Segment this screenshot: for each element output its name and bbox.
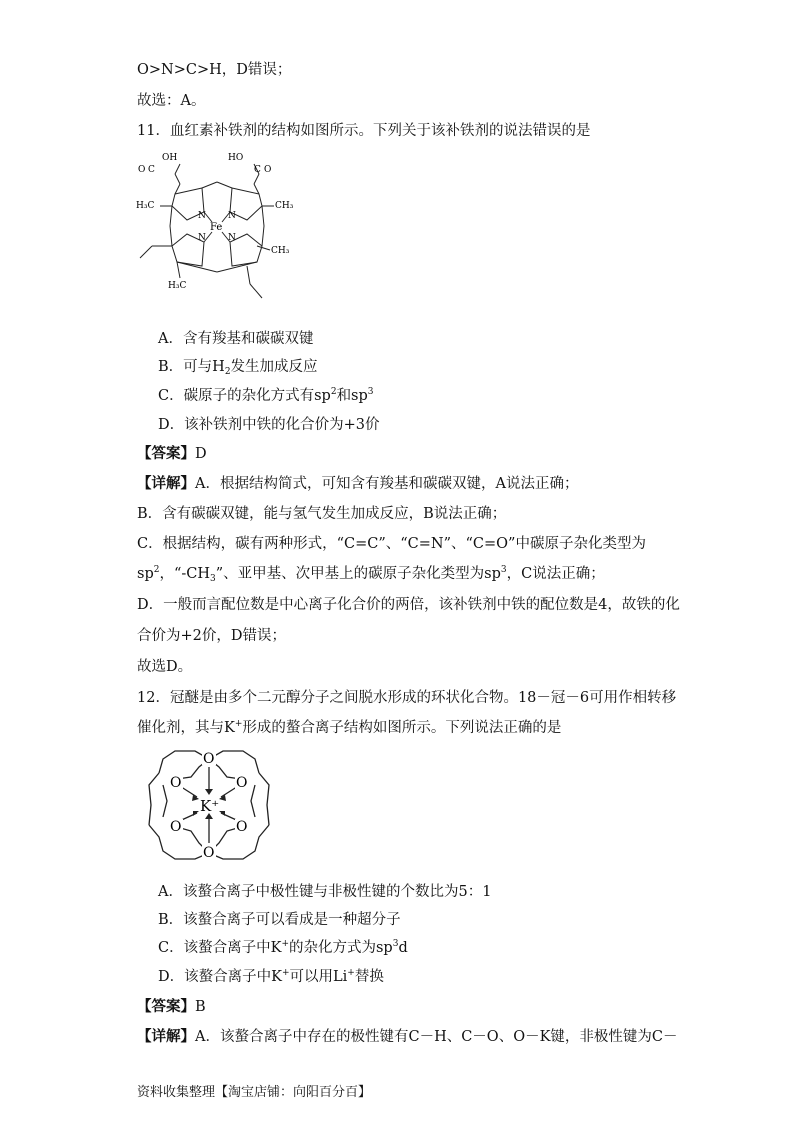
oxygen-label: O: [236, 819, 248, 835]
iron-label: Fe: [210, 222, 223, 233]
explanation-12: 【详解】A．该螯合离子中存在的极性键有C－H、C－O、O－K键，非极性键为C－: [137, 1028, 678, 1045]
text-line: D．一般而言配位数是中心离子化合价的两倍，该补铁剂中铁的配位数是4，故铁的化: [137, 597, 680, 613]
carboxyl-o-label: O: [138, 165, 146, 175]
oh-label: OH: [162, 153, 178, 163]
option-12c: C．该螯合离子中K+的杂化方式为$sp^3d$: [158, 939, 408, 956]
methyl-label: H₃C: [168, 281, 187, 291]
question-11: 11．血红素补铁剂的结构如图所示。下列关于该补铁剂的说法错误的是: [137, 123, 591, 139]
text-line: O>N>C>H，D错误；: [137, 62, 292, 78]
option-12a: A．该螯合离子中极性键与非极性键的个数比为5：1: [158, 884, 492, 900]
explanation-11: 【详解】A．根据结构简式，可知含有羧基和碳碳双键，A说法正确；: [137, 475, 579, 492]
heme-structure-diagram: [132, 146, 312, 306]
page-footer: 资料收集整理【淘宝店铺：向阳百分百】: [137, 1085, 372, 1100]
carboxyl-o-label: O: [264, 165, 272, 175]
option-12b: B．该螯合离子可以看成是一种超分子: [158, 912, 401, 928]
carboxyl-c-label: C: [148, 165, 155, 175]
oxygen-label: O: [236, 775, 248, 791]
oxygen-label: O: [170, 819, 182, 835]
methyl-label: H₃C: [136, 201, 155, 211]
oxygen-label: O: [203, 845, 215, 861]
text-line: 故选：A。: [137, 93, 206, 109]
crown-ether-diagram: [145, 745, 275, 867]
carboxyl-c-label: C: [254, 165, 261, 175]
text-line: C．根据结构，碳有两种形式，“C=C”、“C=N”、“C=O”中碳原子杂化类型为: [137, 536, 646, 552]
nitrogen-label: N: [198, 211, 206, 221]
answer-11: 【答案】D: [137, 445, 207, 462]
option-11c: C．碳原子的杂化方式有$sp^2$和$sp^3$: [158, 387, 374, 404]
answer-12: 【答案】B: [137, 998, 206, 1015]
text-line: $sp^2$，“$-CH_3$”、亚甲基、次甲基上的碳原子杂化类型为$sp^3$，C说法正确；: [137, 565, 605, 584]
methyl-label: CH₃: [271, 246, 290, 256]
option-12d: D．该螯合离子中K+可以用Li+替换: [158, 968, 384, 985]
potassium-ion-label: K⁺: [200, 797, 220, 815]
option-11d: D．该补铁剂中铁的化合价为+3价: [158, 417, 380, 433]
nitrogen-label: N: [228, 211, 236, 221]
question-12: 12．冠醚是由多个二元醇分子之间脱水形成的环状化合物。18－冠－6可用作相转移: [137, 690, 677, 706]
ho-label: HO: [228, 153, 244, 163]
text-line: B．含有碳碳双键，能与氢气发生加成反应，B说法正确；: [137, 506, 507, 522]
text-line: 故选D。: [137, 659, 193, 675]
methyl-label: CH₃: [275, 201, 294, 211]
text-line: 催化剂，其与K+形成的螯合离子结构如图所示。下列说法正确的是: [137, 719, 562, 736]
nitrogen-label: N: [228, 233, 236, 243]
nitrogen-label: N: [198, 233, 206, 243]
text-line: 合价为+2价，D错误；: [137, 628, 286, 644]
oxygen-label: O: [203, 751, 215, 767]
option-11b: B．可与$H_2$发生加成反应: [158, 359, 318, 377]
option-11a: A．含有羧基和碳碳双键: [158, 331, 314, 347]
oxygen-label: O: [170, 775, 182, 791]
